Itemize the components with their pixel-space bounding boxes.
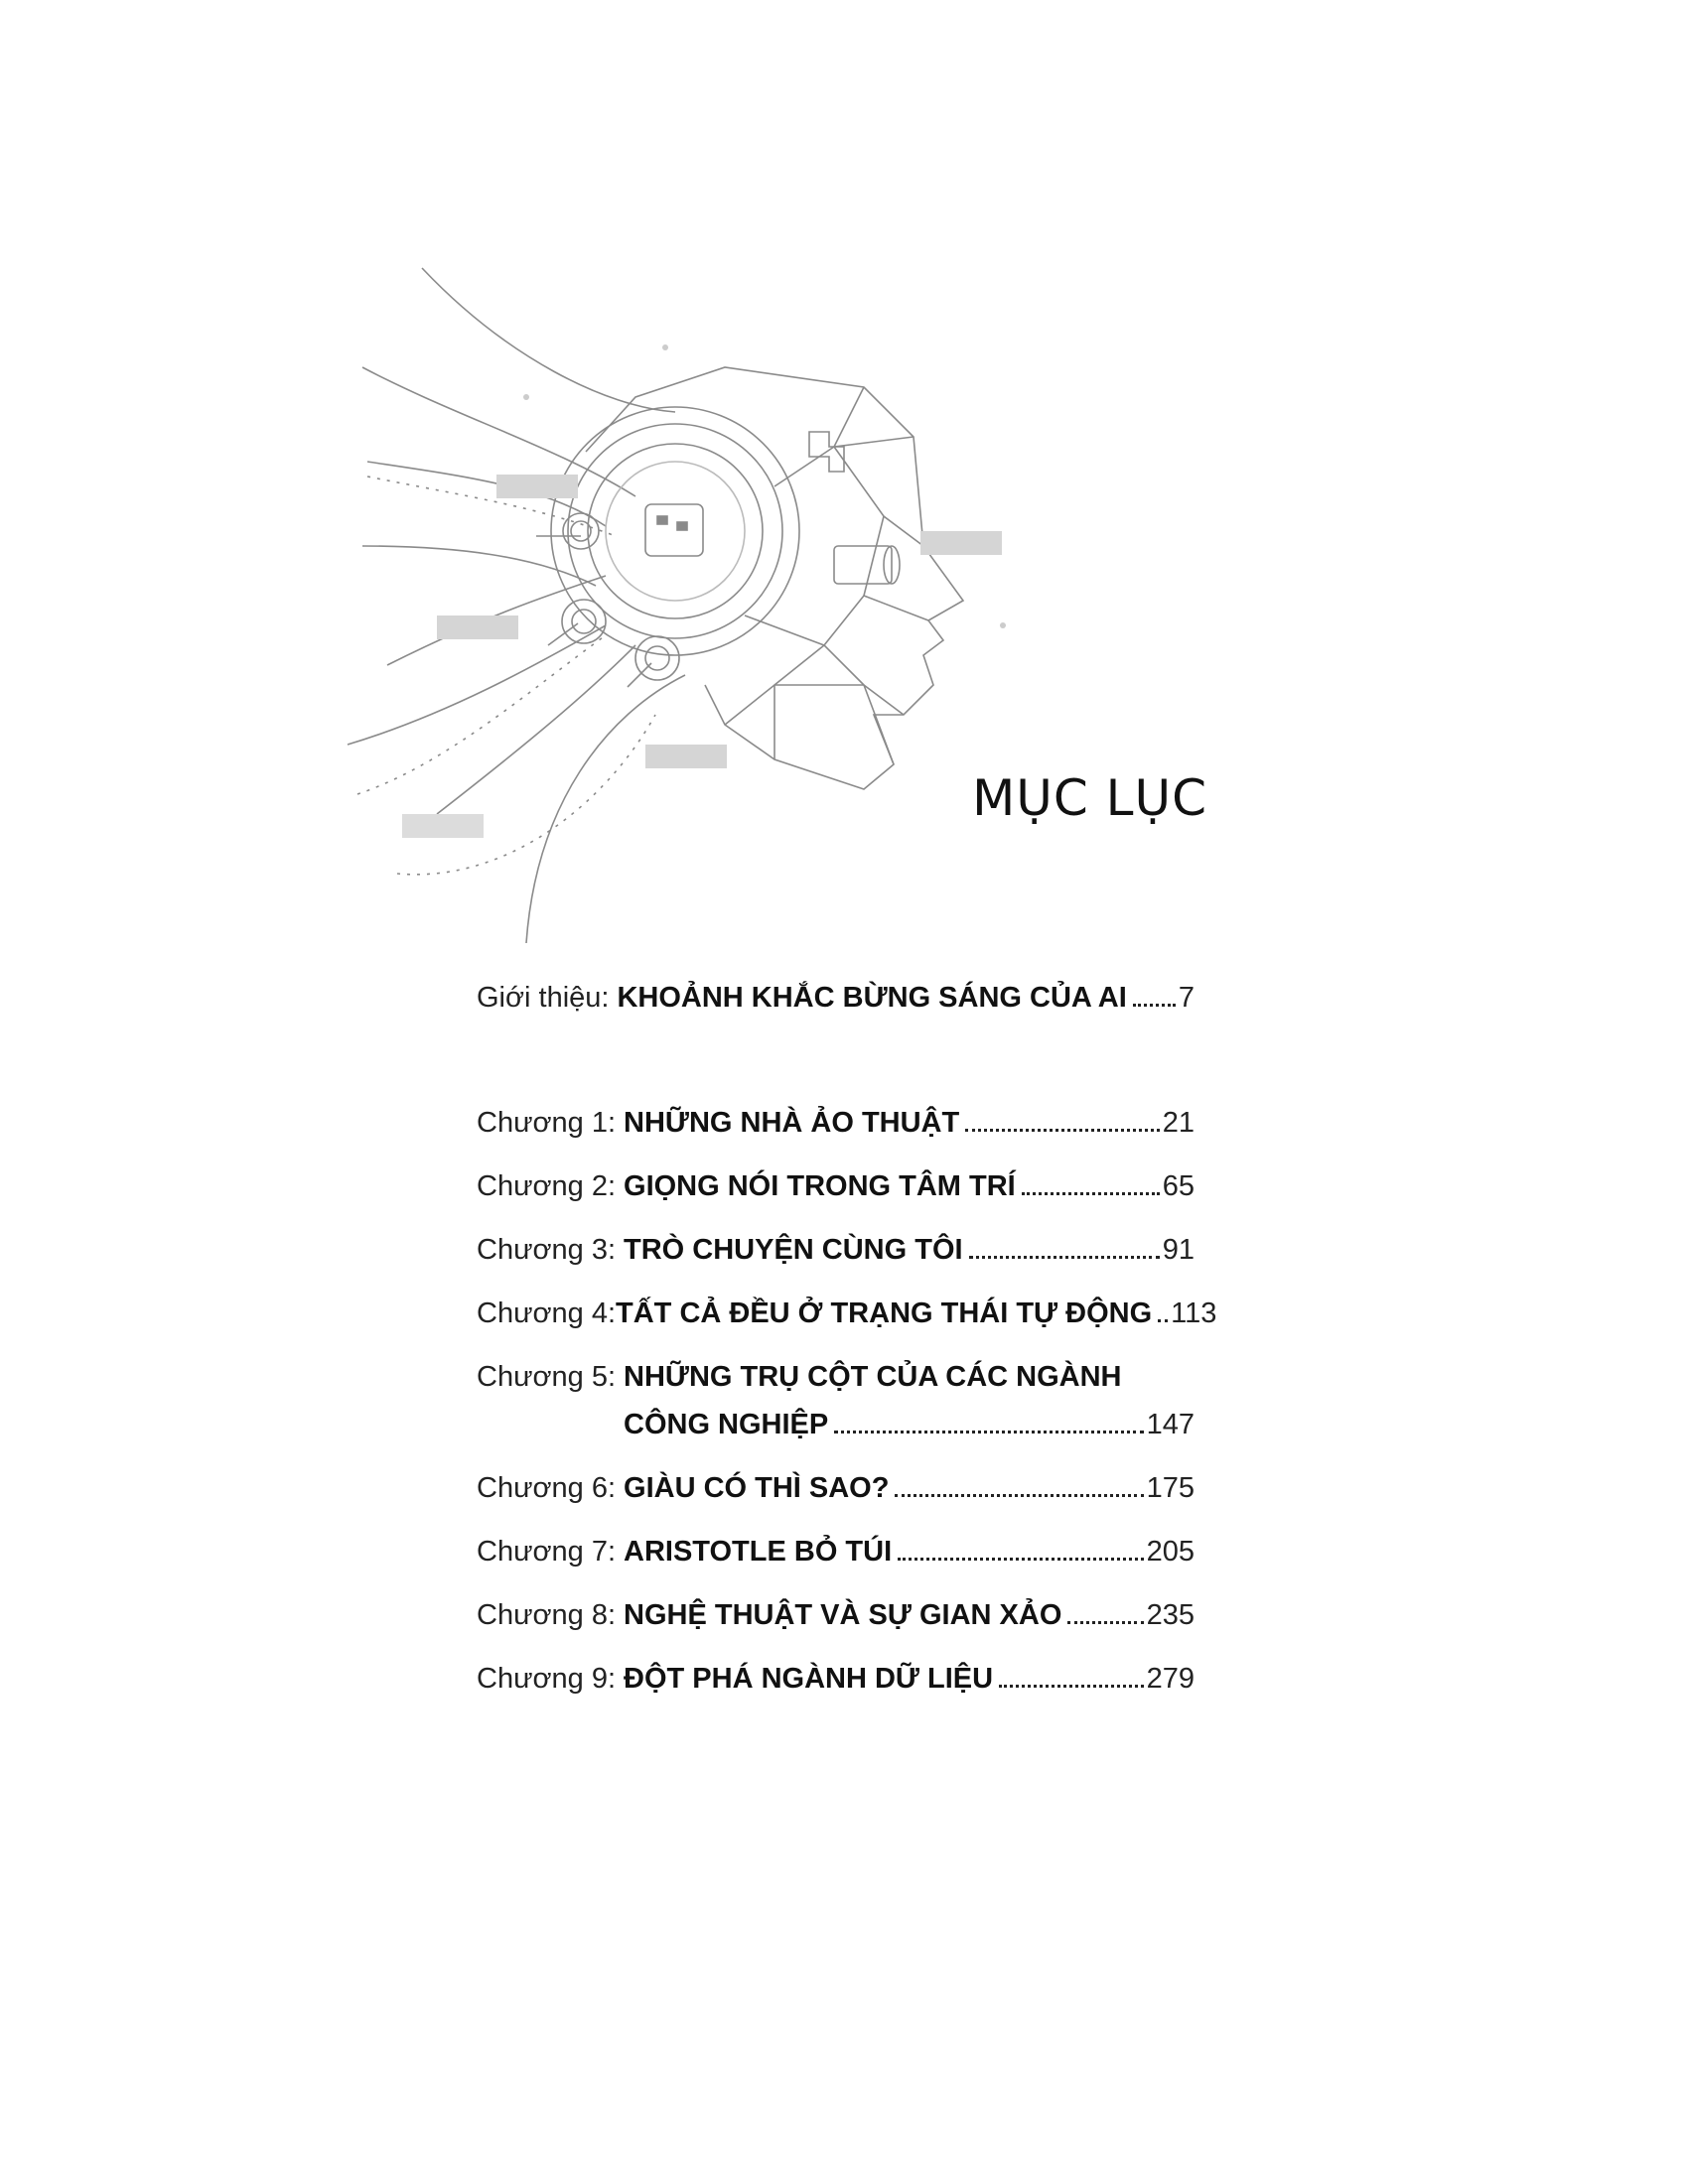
entry-title: NGHỆ THUẬT VÀ SỰ GIAN XẢO <box>624 1599 1062 1631</box>
entry-title-line-2: CÔNG NGHIỆP <box>624 1409 829 1440</box>
entry-prefix: Chương 9: <box>477 1663 617 1695</box>
entry-prefix: Chương 4: <box>477 1297 617 1329</box>
table-of-contents <box>477 978 1217 1722</box>
entry-page: 147 <box>1146 1409 1195 1440</box>
entry-title: ARISTOTLE BỎ TÚI <box>624 1536 893 1568</box>
entry-page: 21 <box>1162 1107 1195 1139</box>
entry-page: 113 <box>1171 1297 1217 1329</box>
toc-entry-chapter-8[interactable] <box>477 1595 1195 1635</box>
entry-title: ĐỘT PHÁ NGÀNH DỮ LIỆU <box>624 1663 994 1695</box>
entry-title-line-1: NHỮNG TRỤ CỘT CỦA CÁC NGÀNH <box>624 1361 1122 1393</box>
entry-page: 175 <box>1146 1472 1195 1504</box>
toc-entry-chapter-5[interactable] <box>477 1357 1195 1444</box>
entry-page: 65 <box>1162 1170 1195 1202</box>
entry-prefix: Chương 8: <box>477 1599 617 1631</box>
dot-leader <box>1067 1621 1143 1624</box>
dot-leader <box>834 1431 1143 1433</box>
toc-entry-chapter-1[interactable] <box>477 1103 1195 1143</box>
dot-leader <box>999 1685 1144 1688</box>
entry-prefix: Giới thiệu: <box>477 982 610 1014</box>
entry-title: TRÒ CHUYỆN CÙNG TÔI <box>624 1234 963 1266</box>
toc-entry-chapter-6[interactable] <box>477 1468 1195 1508</box>
toc-entry-intro[interactable] <box>477 978 1195 1018</box>
dot-leader <box>969 1256 1160 1259</box>
entry-title: GIỌNG NÓI TRONG TÂM TRÍ <box>624 1170 1016 1202</box>
dot-leader <box>895 1494 1143 1497</box>
dot-leader <box>1022 1192 1160 1195</box>
toc-entry-chapter-2[interactable] <box>477 1166 1195 1206</box>
toc-entry-chapter-4[interactable] <box>477 1294 1217 1333</box>
entry-title: NHỮNG NHÀ ẢO THUẬT <box>624 1107 960 1139</box>
toc-entry-chapter-7[interactable] <box>477 1532 1195 1571</box>
robot-head-icon <box>308 248 1082 963</box>
entry-page: 7 <box>1178 982 1195 1014</box>
dot-leader <box>1133 1004 1176 1007</box>
dot-leader <box>965 1129 1160 1132</box>
entry-prefix: Chương 6: <box>477 1472 617 1504</box>
entry-prefix: Chương 5: <box>477 1361 617 1393</box>
entry-prefix: Chương 1: <box>477 1107 617 1139</box>
entry-prefix: Chương 7: <box>477 1536 617 1568</box>
entry-title: TẤT CẢ ĐỀU Ở TRẠNG THÁI TỰ ĐỘNG <box>616 1297 1153 1329</box>
dot-leader <box>1158 1319 1168 1322</box>
entry-prefix: Chương 3: <box>477 1234 617 1266</box>
toc-entry-chapter-9[interactable] <box>477 1659 1195 1699</box>
entry-prefix: Chương 2: <box>477 1170 617 1202</box>
entry-page: 91 <box>1162 1234 1195 1266</box>
entry-title: GIÀU CÓ THÌ SAO? <box>624 1472 890 1504</box>
entry-page: 235 <box>1146 1599 1195 1631</box>
entry-page: 279 <box>1146 1663 1195 1695</box>
entry-title: KHOẢNH KHẮC BỪNG SÁNG CỦA AI <box>617 982 1127 1014</box>
page-title: MỤC LỤC <box>972 769 1207 827</box>
toc-entry-chapter-3[interactable] <box>477 1230 1195 1270</box>
entry-page: 205 <box>1146 1536 1195 1568</box>
dot-leader <box>898 1558 1143 1561</box>
